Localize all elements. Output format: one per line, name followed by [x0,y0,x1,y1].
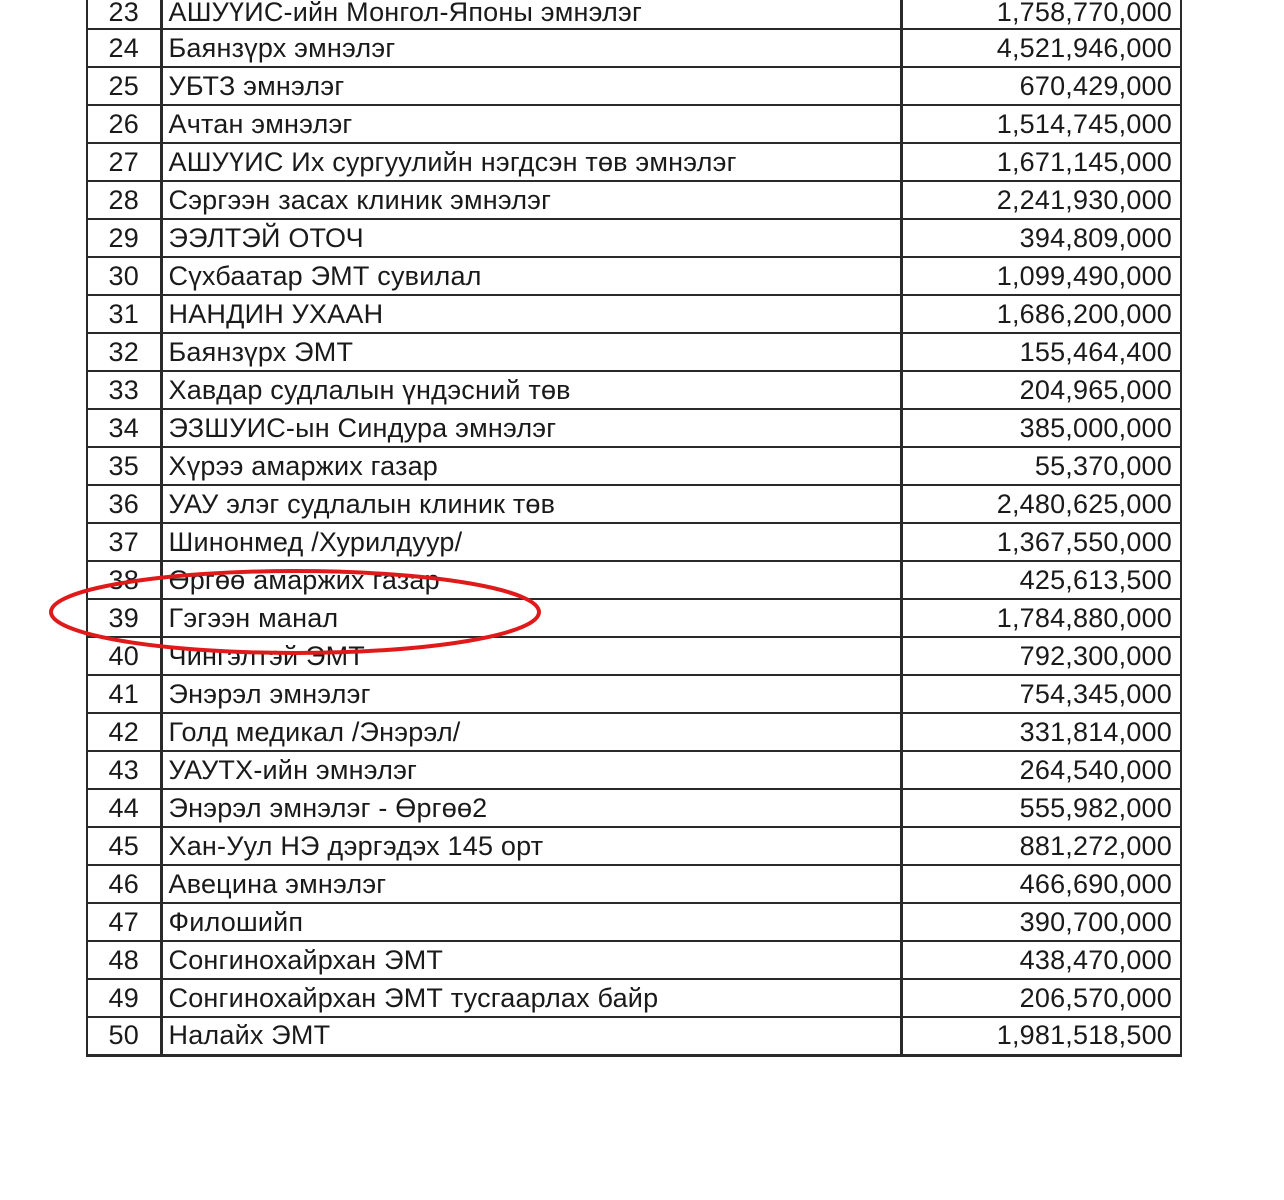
institution-name-cell: Филошийп [161,903,901,941]
institution-name-cell: АШУҮИС-ийн Монгол-Японы эмнэлэг [161,0,901,29]
table-row [87,637,1181,675]
amount-cell: 206,570,000 [901,979,1181,1017]
row-number-cell: 45 [87,827,161,865]
amount-cell: 881,272,000 [901,827,1181,865]
row-number-cell: 32 [87,333,161,371]
institution-name-cell: Ачтан эмнэлэг [161,105,901,143]
row-number-cell: 36 [87,485,161,523]
row-number-cell: 26 [87,105,161,143]
row-number-cell: 44 [87,789,161,827]
row-number-cell: 39 [87,599,161,637]
amount-cell: 264,540,000 [901,751,1181,789]
institution-name-cell: НАНДИН УХААН [161,295,901,333]
table-row [87,789,1181,827]
institution-name-cell: Өргөө амаржих газар [161,561,901,599]
table-row [87,523,1181,561]
institution-name-cell: Энэрэл эмнэлэг [161,675,901,713]
table-row [87,295,1181,333]
institution-name-cell: Энэрэл эмнэлэг - Өргөө2 [161,789,901,827]
institution-name-cell: УАУТХ-ийн эмнэлэг [161,751,901,789]
table-row [87,979,1181,1017]
amount-cell: 2,241,930,000 [901,181,1181,219]
row-number-cell: 48 [87,941,161,979]
table-row [87,371,1181,409]
row-number-cell: 27 [87,143,161,181]
institution-name-cell: Сонгинохайрхан ЭМТ [161,941,901,979]
amount-cell: 385,000,000 [901,409,1181,447]
table-row [87,257,1181,295]
table-row [87,865,1181,903]
institution-name-cell: Налайх ЭМТ [161,1017,901,1055]
institution-name-cell: Сонгинохайрхан ЭМТ тусгаарлах байр [161,979,901,1017]
table-row [87,713,1181,751]
table-row [87,827,1181,865]
amount-cell: 425,613,500 [901,561,1181,599]
row-number-cell: 50 [87,1017,161,1055]
row-number-cell: 38 [87,561,161,599]
amount-cell: 1,099,490,000 [901,257,1181,295]
table-row [87,219,1181,257]
row-number-cell: 29 [87,219,161,257]
amount-cell: 754,345,000 [901,675,1181,713]
table-row [87,751,1181,789]
amount-cell: 1,671,145,000 [901,143,1181,181]
row-number-cell: 40 [87,637,161,675]
institution-name-cell: Хавдар судлалын үндэсний төв [161,371,901,409]
amount-cell: 394,809,000 [901,219,1181,257]
table-row [87,561,1181,599]
row-number-cell: 24 [87,29,161,67]
row-number-cell: 43 [87,751,161,789]
amount-cell: 390,700,000 [901,903,1181,941]
amount-cell: 792,300,000 [901,637,1181,675]
amount-cell: 1,758,770,000 [901,0,1181,29]
row-number-cell: 37 [87,523,161,561]
row-number-cell: 35 [87,447,161,485]
hospital-funding-table-sheet [86,0,1180,1057]
institution-name-cell: Гэгээн манал [161,599,901,637]
institution-name-cell: Сэргээн засах клиник эмнэлэг [161,181,901,219]
table-row [87,333,1181,371]
amount-cell: 55,370,000 [901,447,1181,485]
institution-name-cell: Баянзүрх ЭМТ [161,333,901,371]
row-number-cell: 41 [87,675,161,713]
row-number-cell: 28 [87,181,161,219]
amount-cell: 670,429,000 [901,67,1181,105]
hospital-funding-table [86,0,1182,1057]
amount-cell: 204,965,000 [901,371,1181,409]
institution-name-cell: УБТЗ эмнэлэг [161,67,901,105]
table-row [87,409,1181,447]
amount-cell: 4,521,946,000 [901,29,1181,67]
row-number-cell: 33 [87,371,161,409]
institution-name-cell: Шинонмед /Хурилдуур/ [161,523,901,561]
table-row [87,599,1181,637]
institution-name-cell: Сүхбаатар ЭМТ сувилал [161,257,901,295]
table-row [87,67,1181,105]
table-row [87,0,1181,29]
amount-cell: 2,480,625,000 [901,485,1181,523]
table-row [87,485,1181,523]
row-number-cell: 49 [87,979,161,1017]
amount-cell: 1,686,200,000 [901,295,1181,333]
row-number-cell: 30 [87,257,161,295]
row-number-cell: 42 [87,713,161,751]
institution-name-cell: Чингэлтэй ЭМТ [161,637,901,675]
table-row [87,941,1181,979]
row-number-cell: 23 [87,0,161,29]
table-row [87,447,1181,485]
institution-name-cell: Хан-Уул НЭ дэргэдэх 145 орт [161,827,901,865]
amount-cell: 1,514,745,000 [901,105,1181,143]
institution-name-cell: ЭЭЛТЭЙ ОТОЧ [161,219,901,257]
table-row [87,105,1181,143]
row-number-cell: 46 [87,865,161,903]
amount-cell: 1,367,550,000 [901,523,1181,561]
table-row [87,675,1181,713]
table-row [87,143,1181,181]
amount-cell: 466,690,000 [901,865,1181,903]
amount-cell: 331,814,000 [901,713,1181,751]
row-number-cell: 34 [87,409,161,447]
institution-name-cell: УАУ элэг судлалын клиник төв [161,485,901,523]
table-row [87,181,1181,219]
table-row [87,1017,1181,1055]
row-number-cell: 31 [87,295,161,333]
table-row [87,903,1181,941]
amount-cell: 1,981,518,500 [901,1017,1181,1055]
institution-name-cell: АШУҮИС Их сургуулийн нэгдсэн төв эмнэлэг [161,143,901,181]
table-row [87,29,1181,67]
institution-name-cell: ЭЗШУИС-ын Синдура эмнэлэг [161,409,901,447]
amount-cell: 555,982,000 [901,789,1181,827]
amount-cell: 438,470,000 [901,941,1181,979]
institution-name-cell: Авецина эмнэлэг [161,865,901,903]
amount-cell: 1,784,880,000 [901,599,1181,637]
table-body [87,0,1181,1055]
institution-name-cell: Хүрээ амаржих газар [161,447,901,485]
institution-name-cell: Баянзүрх эмнэлэг [161,29,901,67]
row-number-cell: 25 [87,67,161,105]
amount-cell: 155,464,400 [901,333,1181,371]
institution-name-cell: Голд медикал /Энэрэл/ [161,713,901,751]
row-number-cell: 47 [87,903,161,941]
